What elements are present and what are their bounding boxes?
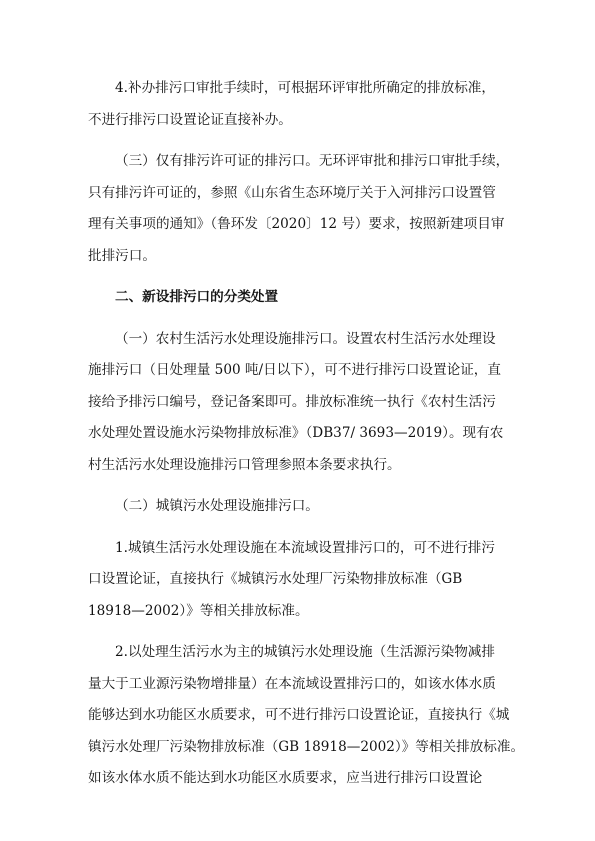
text-line: 水处理处置设施水污染物排放标准》（DB37/ 3693—2019）。现有农 [88,425,504,441]
text-line: 接给予排污口编号，登记备案即可。排放标准统一执行《农村生活污 [88,393,496,410]
document-body [88,73,525,805]
text-line: 理有关事项的通知》（鲁环发〔2020〕12 号）要求，按照新建项目审 [88,216,505,232]
text-line: 只有排污许可证的，参照《山东省生态环境厅关于入河排污口设置管 [88,184,496,201]
text-line: 不进行排污口设置论证直接补办。 [88,111,292,128]
paragraph-supplement-approval [88,73,514,136]
paragraph-permit-only-outlets [88,146,514,272]
text-line: 镇污水处理厂污染物排放标准（GB 18918—2002）》等相关排放标准。 [88,738,525,755]
text-line: 能够达到水功能区水质要求，可不进行排污口设置论证，直接执行《城 [88,707,510,723]
text-line: （一）农村生活污水处理设施排污口。设置农村生活污水处理设 [115,330,496,347]
text-line: 1.城镇生活污水处理设施在本流域设置排污口的，可不进行排污 [115,539,495,556]
paragraph-rural-sewage [88,324,514,482]
text-line: 口设置论证，直接执行《城镇污水处理厂污染物排放标准（GB [88,571,463,587]
text-line: （三）仅有排污许可证的排污口。无环评审批和排污口审批手续， [115,153,510,169]
text-line: 2.以处理生活污水为主的城镇污水处理设施（生活源污染物减排 [115,644,495,660]
text-line: 4.补办排污口审批手续时，可根据环评审批所确定的排放标准， [115,80,495,96]
paragraph-urban-sewage-item-2 [88,637,525,795]
text-line: 如该水体水质不能达到水功能区水质要求，应当进行排污口设置论 [88,770,483,786]
section-heading: 二、新设排污口的分类处置 [115,289,279,305]
text-line: 村生活污水处理设施排污口管理参照本条要求执行。 [88,456,401,473]
text-line: 施排污口（日处理量 500 吨/日以下），可不进行排污口设置论证，直 [88,362,501,378]
paragraph-urban-sewage-title [88,491,514,523]
text-line: 批排污口。 [88,247,156,264]
paragraph-urban-sewage-item-1 [88,533,514,628]
text-line: 量大于工业源污染物增排量）在本流域设置排污口的，如该水体水质 [88,675,496,692]
text-line: （二）城镇污水处理设施排污口。 [115,498,319,514]
text-line: 18918—2002）》等相关排放标准。 [88,602,309,619]
